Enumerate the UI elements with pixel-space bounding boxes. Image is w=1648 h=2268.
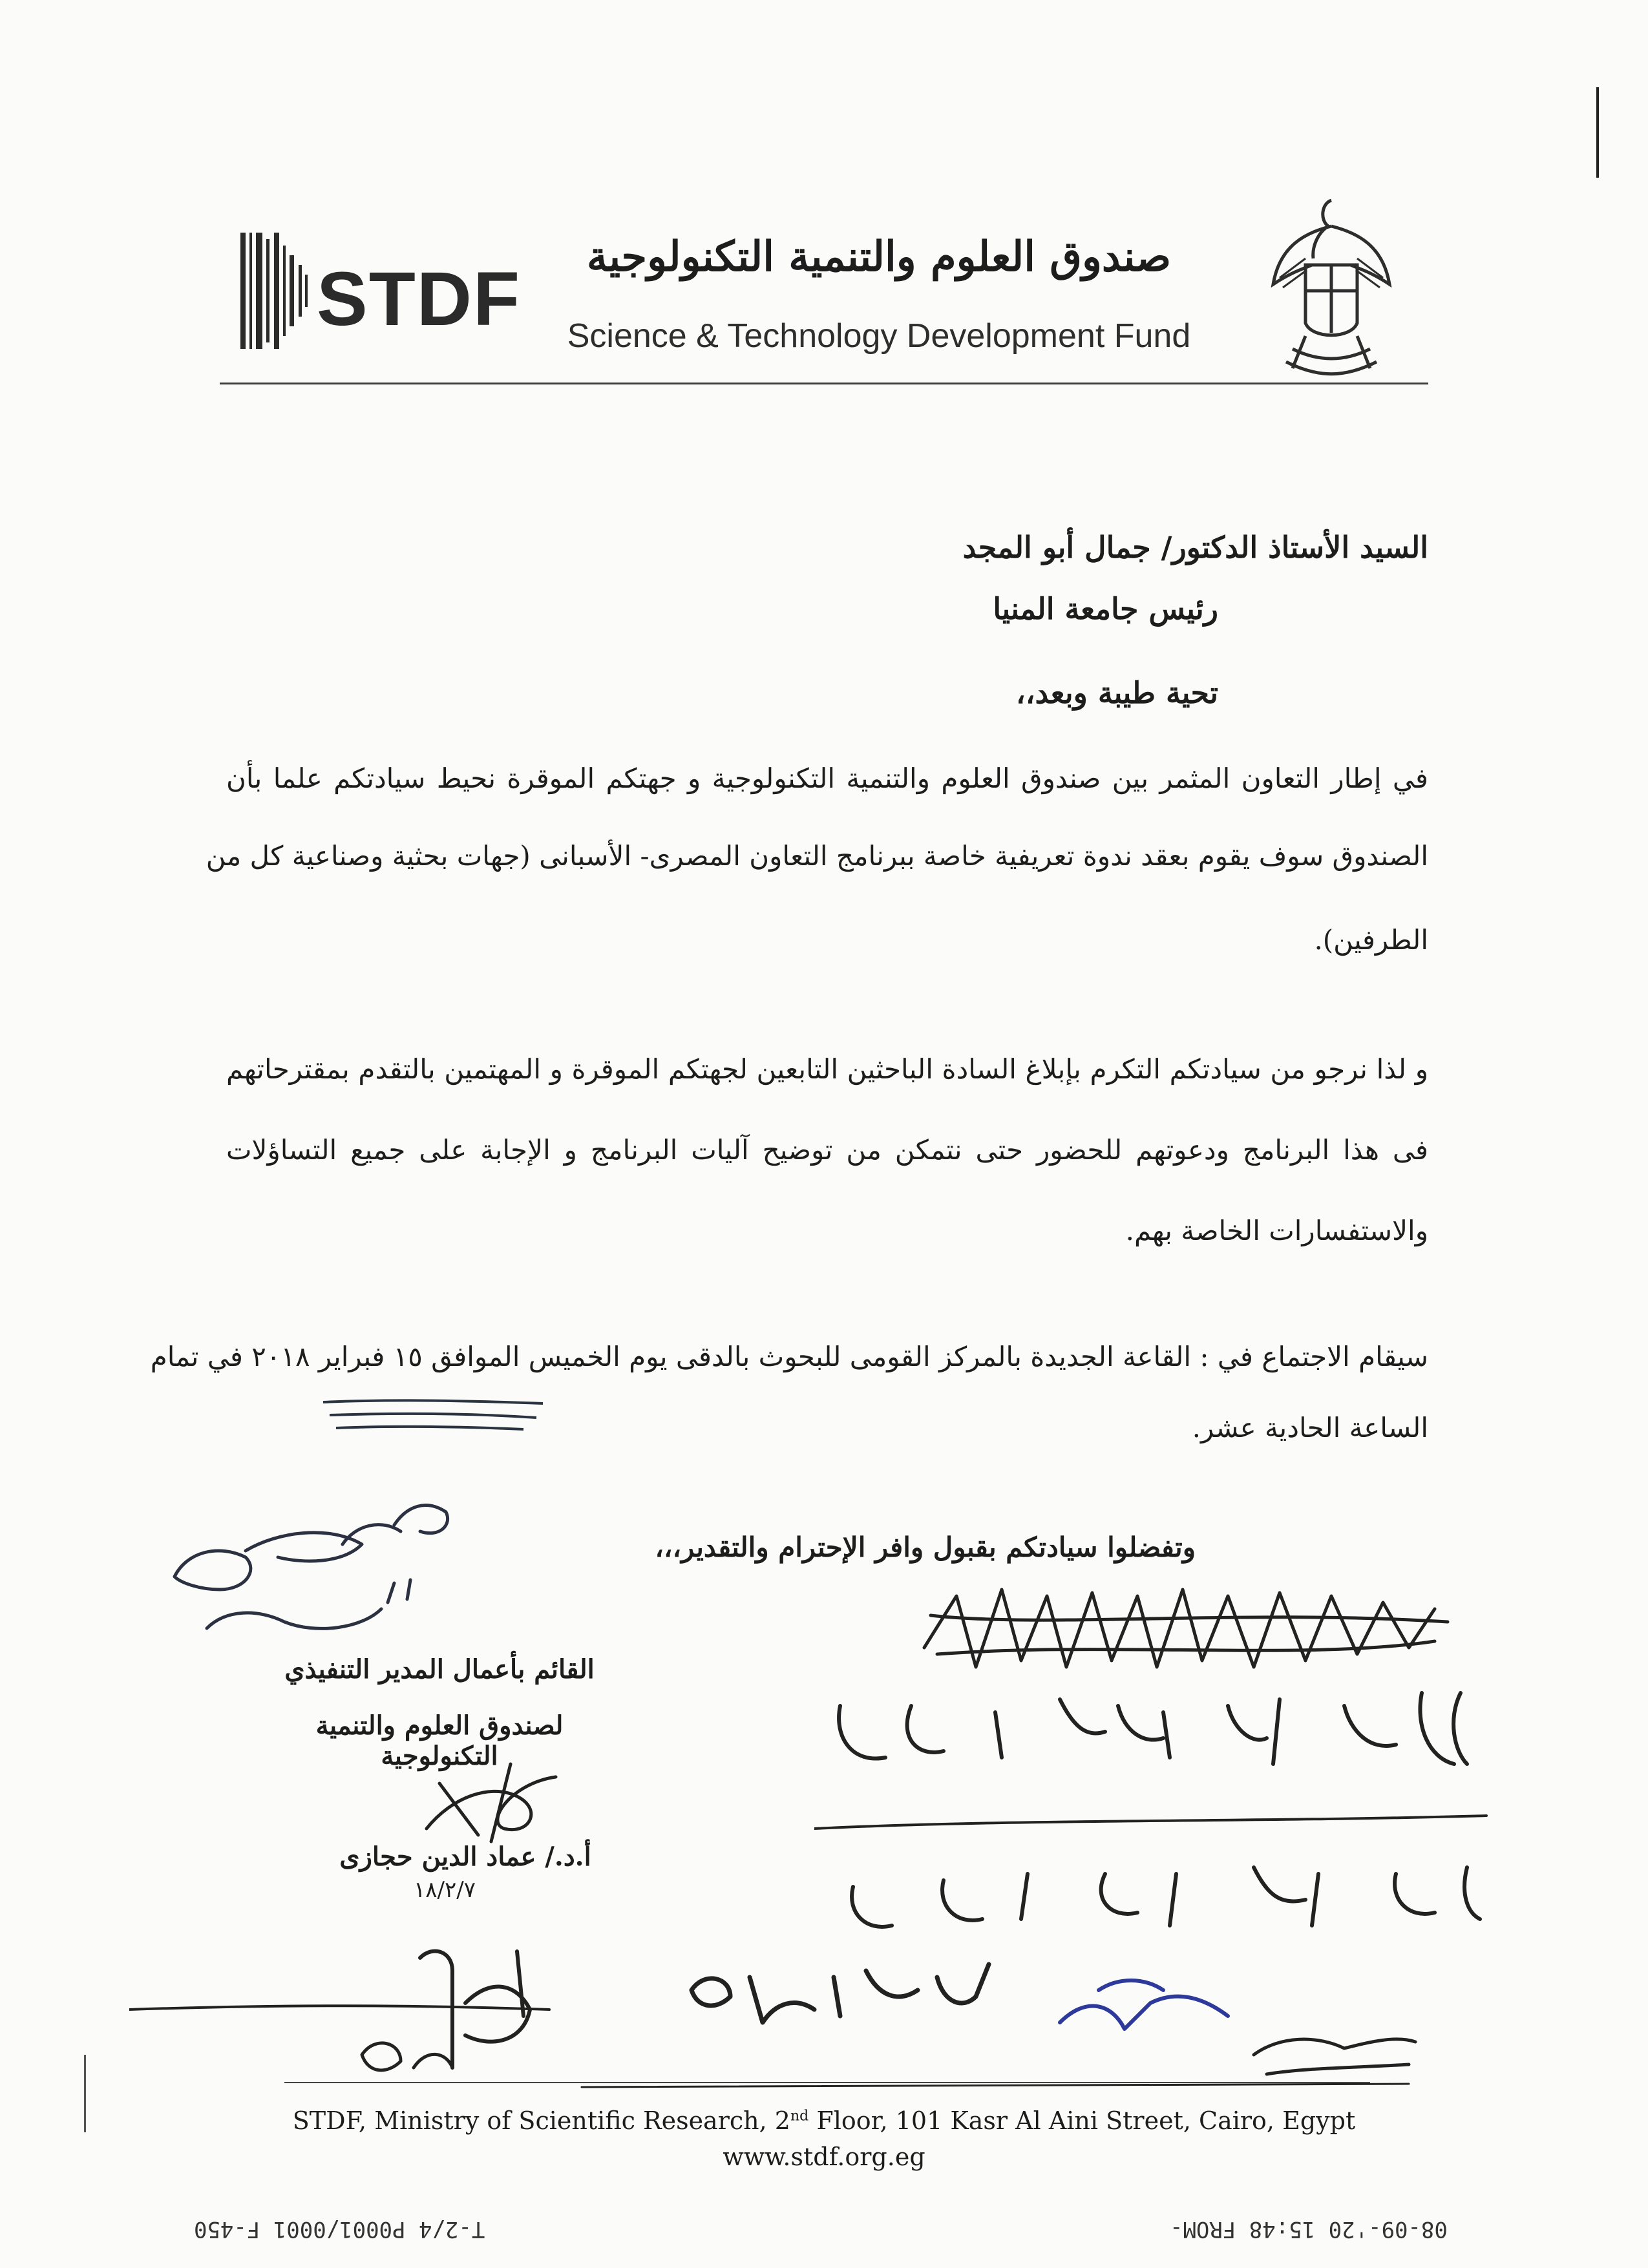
org-name-arabic: صندوق العلوم والتنمية التكنولوجية [586,233,1172,281]
greeting: تحية طيبة وبعد،، [1015,675,1218,710]
director-signature [414,1758,582,1848]
paragraph-2-line-2: فى هذا البرنامج ودعوتهم للحضور حتى نتمكن من توضيح آليات البرنامج و الإجابة على جميع التساؤلات [226,1134,1428,1166]
fax-header-left: T-2/4 P0001/0001 F-450 [194,2216,485,2242]
closing-line: وتفضلوا سيادتكم بقبول وافر الإحترام والتقدير،،، [655,1531,1196,1563]
handwritten-underline [317,1396,549,1434]
paragraph-1-line-1: في إطار التعاون المثمر بين صندوق العلوم والتنمية التكنولوجية و جهتكم الموقرة نحيط سيادتكم علما بأن [226,762,1428,794]
signatory-name: أ.د./ عماد الدين حجازى [339,1842,591,1872]
handwritten-received-note [149,1486,485,1680]
paragraph-2-line-3: والاستفسارات الخاصة بهم. [1125,1215,1428,1246]
footer-address-sup: nd [790,2108,809,2125]
signatory-role-line-2: لصندوق العلوم والتنمية التكنولوجية [315,1710,564,1771]
addressee-title: رئيس جامعة المنيا [993,591,1218,626]
signatory-role [259,1654,620,1771]
corner-pen-mark [1596,87,1599,178]
logo-text: STDF [317,257,522,342]
addressee-line: السيد الأستاذ الدكتور/ جمال أبو المجد [962,530,1428,565]
footer-divider [284,2082,1370,2083]
stdf-logo-barcode-icon [240,233,312,349]
paragraph-3-line-2: الساعة الحادية عشر. [1192,1412,1428,1444]
footer-address-prefix: STDF, Ministry of Scientific Research, 2 [292,2106,790,2135]
signature-date: ١٨/٢/٧ [414,1877,476,1903]
header-divider [220,383,1428,384]
paragraph-1-line-2: الصندوق سوف يقوم بعقد ندوة تعريفية خاصة ببرنامج التعاون المصرى- الأسبانى (جهات بحثية وصناعية كل من [206,840,1428,872]
footer-address [220,2106,1428,2135]
signatory-role-line-1: القائم بأعمال المدير التنفيذي [284,1654,595,1685]
margin-pen-mark [84,2055,86,2132]
paragraph-3-line-1: سيقام الاجتماع في : القاعة الجديدة بالمركز القومى للبحوث بالدقى يوم الخميس الموافق ١٥ فبراير ٢٠١٨ في تمام [150,1341,1428,1372]
org-name-english: Science & Technology Development Fund [567,317,1191,355]
handwritten-bottom-notes [129,1938,1422,2106]
footer-website: www.stdf.org.eg [723,2143,925,2171]
paragraph-2-line-1: و لذا نرجو من سيادتكم التكرم بإبلاغ السادة الباحثين التابعين لجهتكم الموقرة و المهتمين بالتقدم بمقترحاتهم [226,1053,1428,1085]
paragraph-1-line-3: الطرفين). [1314,924,1428,956]
fax-header-right: 08-09-'20 15:48 FROM- [1170,2216,1448,2242]
egypt-eagle-emblem-icon [1267,194,1396,381]
footer-address-suffix: Floor, 101 Kasr Al Aini Street, Cairo, Egypt [808,2106,1356,2135]
handwritten-forwarding-note [814,1667,1493,1977]
